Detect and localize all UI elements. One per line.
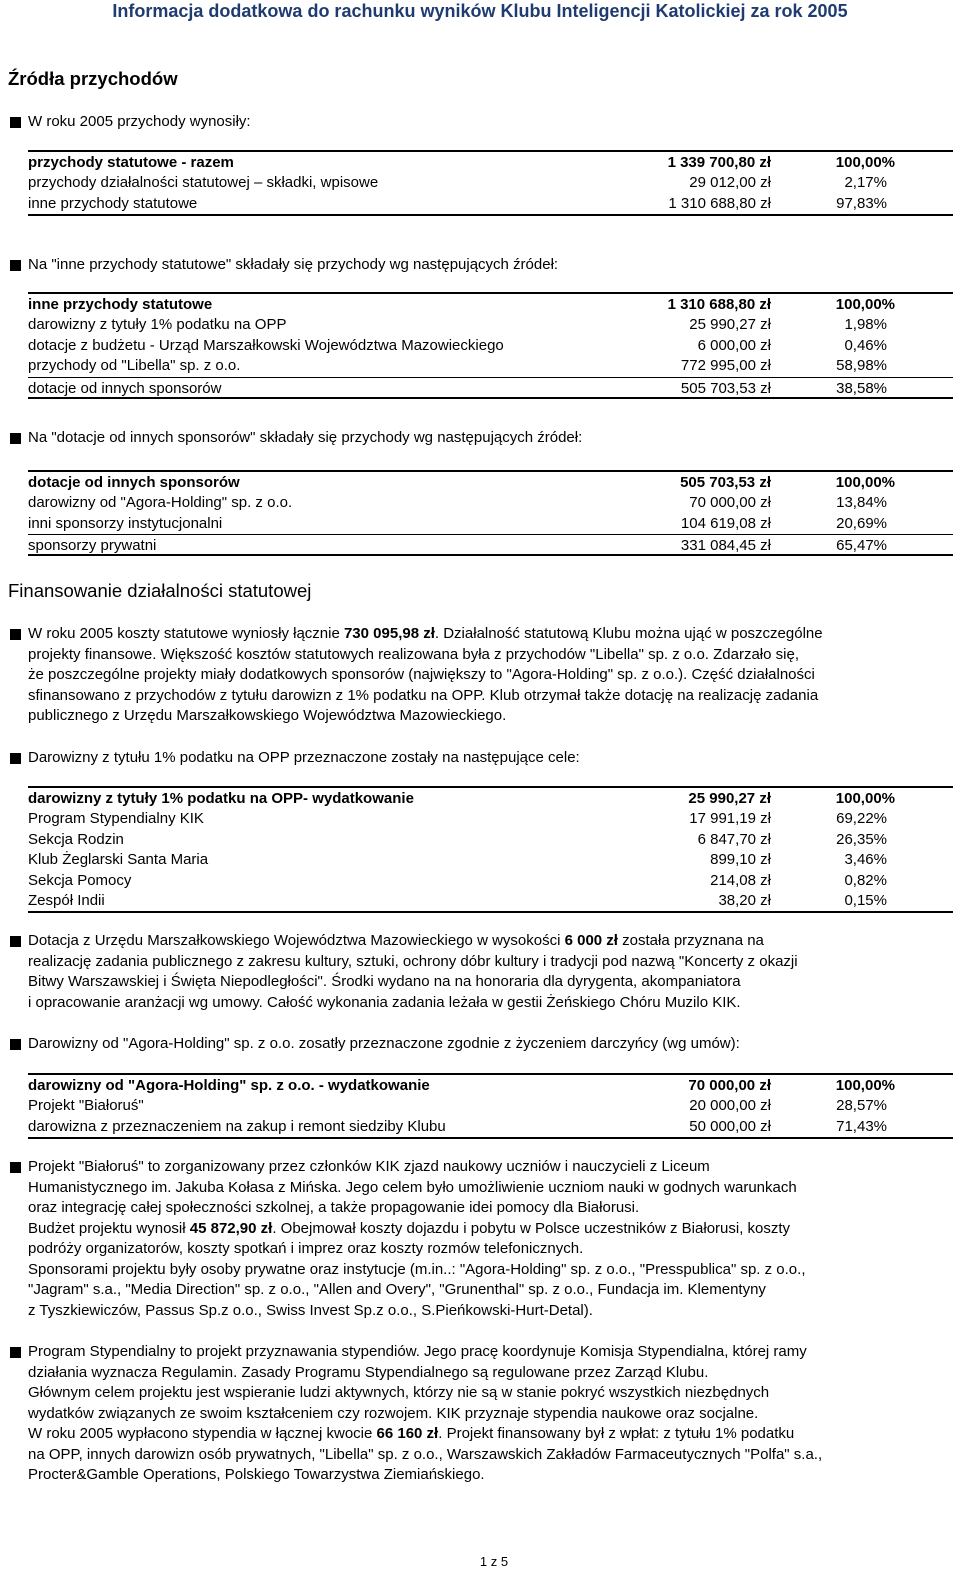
table-row	[28, 377, 953, 399]
row-label: Sekcja Rodzin	[28, 830, 124, 848]
table-row	[28, 891, 953, 913]
row-amount: 1 310 688,80 zł	[667, 296, 771, 313]
bullet-opp-donations	[8, 748, 943, 769]
paragraph-line: "Jagram" s.a., "Media Direction" sp. z o.o., "Allen and Overy", "Grunenthal" sp. z o.o., Fundacja im. Klementyny	[28, 1281, 766, 1298]
row-amount: 6 000,00 zł	[697, 336, 771, 354]
row-percent: 0,15%	[844, 892, 887, 909]
table-row	[28, 173, 953, 194]
row-label: inne przychody statutowe	[28, 296, 213, 313]
paragraph-line: projekty finansowe. Większość kosztów statutowych realizowana była z przychodów "Libella" sp. z o.o. Zdarzało się,	[28, 645, 799, 663]
bullet-other-sponsors	[8, 428, 943, 449]
row-label: sponsorzy prywatni	[28, 537, 157, 554]
row-label: Zespół Indii	[28, 892, 105, 909]
agora-spending-table	[28, 1073, 953, 1139]
table-row	[28, 356, 953, 377]
square-bullet-icon	[10, 117, 21, 128]
row-amount: 899,10 zł	[710, 851, 771, 868]
row-label: Projekt "Białoruś"	[28, 1097, 144, 1114]
bullet-text: Na "dotacje od innych sponsorów" składały się przychody wg następujących źródeł:	[28, 429, 583, 446]
sponsors-table	[28, 470, 953, 556]
square-bullet-icon	[10, 433, 21, 444]
table-row	[28, 470, 953, 493]
paragraph-line: Projekt "Białoruś" to zorganizowany przez członków KIK zjazd naukowy uczniów i nauczycieli z Liceum	[28, 1158, 710, 1175]
row-label: dotacje od innych sponsorów	[28, 379, 222, 397]
row-label: darowizny z tytuły 1% podatku na OPP	[28, 316, 287, 333]
paragraph-line: że poszczególne projekty miały dodatkowych sponsorów (największy to "Agora-Holding" sp. z o.o.). Część działalności	[28, 666, 815, 683]
table-row	[28, 336, 953, 357]
row-amount: 772 995,00 zł	[680, 357, 771, 374]
table-row	[28, 534, 953, 556]
row-label: Sekcja Pomocy	[28, 871, 132, 889]
paragraph-line: W roku 2005 koszty statutowe wyniosły łącznie 730 095,98 zł. Działalność statutową Klubu można ująć w poszczególne	[28, 625, 823, 642]
table-row	[28, 514, 953, 535]
paragraph-line: realizację zadania publicznego z zakresu kultury, sztuki, ochrony dóbr kultury i tradycji pod nazwą "Koncerty z okazji	[28, 952, 798, 970]
row-percent: 71,43%	[836, 1117, 887, 1135]
page-number: 1 z 5	[479, 1554, 509, 1569]
table-row	[28, 1096, 953, 1117]
row-label: darowizny od "Agora-Holding" sp. z o.o.	[28, 494, 293, 511]
row-percent: 58,98%	[836, 357, 887, 374]
emphasis-amount: 66 160 zł	[376, 1425, 439, 1442]
row-amount: 331 084,45 zł	[680, 537, 771, 554]
row-amount: 1 339 700,80 zł	[667, 154, 771, 171]
row-label: przychody działalności statutowej – składki, wpisowe	[28, 174, 379, 191]
row-label: inne przychody statutowe	[28, 194, 198, 212]
bullet-marshal-grant	[8, 931, 943, 1013]
bullet-text: Darowizny z tytułu 1% podatku na OPP przeznaczone zostały na następujące cele:	[28, 749, 580, 766]
table-row	[28, 315, 953, 336]
bullet-statutory-costs	[8, 624, 943, 727]
bullet-text: W roku 2005 przychody wynosiły:	[28, 113, 251, 130]
paragraph-line: z Tyszkiewiczów, Passus Sp.z o.o., Swiss Invest Sp.z o.o., S.Pieńkowski-Hurt-Detal).	[28, 1301, 593, 1319]
table-row	[28, 871, 953, 892]
row-label: darowizna z przeznaczeniem na zakup i remont siedziby Klubu	[28, 1117, 446, 1135]
row-percent: 28,57%	[836, 1097, 887, 1114]
table-row	[28, 809, 953, 830]
paragraph-line: Procter&Gamble Operations, Polskiego Towarzystwa Ziemiańskiego.	[28, 1466, 485, 1483]
row-percent: 38,58%	[836, 379, 887, 397]
table-row	[28, 830, 953, 851]
row-label: darowizny od "Agora-Holding" sp. z o.o. - wydatkowanie	[28, 1077, 430, 1094]
paragraph-line: Głównym celem projektu jest wspieranie ludzi aktywnych, którzy nie są w stanie pokryć wszystkich niezbędnych	[28, 1384, 770, 1401]
bullet-text	[28, 931, 943, 1013]
row-amount: 505 703,53 zł	[680, 474, 771, 491]
revenue-table	[28, 150, 953, 216]
row-amount: 20 000,00 zł	[689, 1097, 771, 1114]
table-row	[28, 493, 953, 514]
bullet-other-revenue	[8, 255, 943, 276]
table-row	[28, 786, 953, 809]
row-amount: 25 990,27 zł	[688, 790, 771, 807]
paragraph-line: Bitwy Warszawskiej i Święta Niepodległości". Środki wydano na na honoraria dla dyrygenta, akompaniatora	[28, 973, 741, 990]
paragraph-line: oraz integrację całej społeczności szkolnej, a także propagowanie idei pomocy dla Białorusi.	[28, 1199, 640, 1216]
row-percent: 100,00%	[835, 790, 895, 807]
row-amount: 214,08 zł	[710, 871, 771, 889]
other-revenue-table	[28, 292, 953, 399]
square-bullet-icon	[10, 1347, 21, 1358]
row-percent: 100,00%	[835, 474, 895, 491]
row-percent: 100,00%	[835, 1077, 895, 1094]
paragraph-line: sfinansowano z przychodów z tytułu darowizn z 1% podatku na OPP. Klub otrzymał także dotację na realizację zadania	[28, 686, 819, 704]
opp-spending-table	[28, 786, 953, 913]
row-label: przychody od "Libella" sp. z o.o.	[28, 357, 241, 374]
emphasis-amount: 6 000 zł	[564, 932, 618, 949]
emphasis-amount: 730 095,98 zł	[343, 625, 435, 642]
paragraph-line: Program Stypendialny to projekt przyznawania stypendiów. Jego pracę koordynuje Komisja Stypendialna, której ramy	[28, 1343, 807, 1360]
square-bullet-icon	[10, 1039, 21, 1050]
table-row	[28, 150, 953, 173]
bullet-text: Darowizny od "Agora-Holding" sp. z o.o. zosatły przeznaczone zgodnie z życzeniem darczyńcy (wg umów):	[28, 1035, 740, 1052]
paragraph-line: Sponsorami projektu były osoby prywatne oraz instytucje (m.in..: "Agora-Holding" sp. z o.o., "Presspublica" sp. z o.o.,	[28, 1260, 806, 1278]
row-label: dotacje od innych sponsorów	[28, 474, 240, 491]
row-label: Klub Żeglarski Santa Maria	[28, 851, 209, 868]
square-bullet-icon	[10, 1162, 21, 1173]
row-percent: 0,82%	[844, 871, 887, 889]
bullet-belarus-project	[8, 1157, 943, 1321]
bullet-text: Na "inne przychody statutowe" składały się przychody wg następujących źródeł:	[28, 256, 559, 273]
row-amount: 70 000,00 zł	[688, 1077, 771, 1094]
paragraph-line: Dotacja z Urzędu Marszałkowskiego Województwa Mazowieckiego w wysokości 6 000 zł została przyznana na	[28, 932, 764, 949]
row-percent: 3,46%	[844, 851, 887, 868]
paragraph-line: Budżet projektu wynosił 45 872,90 zł. Obejmował koszty dojazdu i pobytu w Polsce uczestników z Białorusi, koszty	[28, 1219, 791, 1237]
bullet-scholarship-program	[8, 1342, 943, 1486]
row-label: darowizny z tytuły 1% podatku na OPP- wydatkowanie	[28, 790, 414, 807]
row-label: inni sponsorzy instytucjonalni	[28, 514, 223, 532]
square-bullet-icon	[10, 260, 21, 271]
bullet-text	[28, 1342, 943, 1486]
row-amount: 70 000,00 zł	[689, 494, 771, 511]
document-title: Informacja dodatkowa do rachunku wyników Klubu Inteligencji Katolickiej za rok 2005	[112, 1, 848, 21]
row-percent: 65,47%	[836, 537, 887, 554]
row-amount: 17 991,19 zł	[689, 810, 771, 827]
row-amount: 50 000,00 zł	[689, 1117, 771, 1135]
row-label: dotacje z budżetu - Urząd Marszałkowski Województwa Mazowieckiego	[28, 336, 504, 354]
section-heading-revenue-sources: Źródła przychodów	[8, 68, 178, 89]
paragraph-line: wydatków związanych ze swoim kształceniem czy rozwojem. KIK przyznaje stypendia naukowe oraz socjalne.	[28, 1404, 759, 1422]
bullet-text	[28, 624, 943, 727]
row-label: Program Stypendialny KIK	[28, 810, 204, 827]
square-bullet-icon	[10, 936, 21, 947]
row-amount: 38,20 zł	[718, 892, 771, 909]
section-heading-financing: Finansowanie działalności statutowej	[8, 580, 312, 601]
table-row	[28, 1073, 953, 1096]
row-percent: 26,35%	[836, 830, 887, 848]
table-row	[28, 850, 953, 871]
row-percent: 100,00%	[835, 296, 895, 313]
paragraph-line: W roku 2005 wypłacono stypendia w łącznej kwocie 66 160 zł. Projekt finansowany był z wpłat: z tytułu 1% podatku	[28, 1425, 795, 1442]
emphasis-amount: 45 872,90 zł	[189, 1219, 273, 1237]
row-percent: 13,84%	[836, 494, 887, 511]
row-amount: 29 012,00 zł	[689, 174, 771, 191]
paragraph-line: i opracowanie aranżacji wg umowy. Całość wykonania zadania leżała w gestii Żeńskiego Chóru Muzilo KIK.	[28, 993, 741, 1011]
bullet-agora-donations	[8, 1034, 943, 1055]
row-label: przychody statutowe - razem	[28, 154, 234, 171]
square-bullet-icon	[10, 629, 21, 640]
paragraph-line: publicznego z Urzędu Marszałkowskiego Województwa Mazowieckiego.	[28, 707, 507, 724]
row-percent: 0,46%	[844, 336, 887, 354]
row-percent: 69,22%	[836, 810, 887, 827]
row-percent: 97,83%	[836, 194, 887, 212]
row-amount: 1 310 688,80 zł	[668, 194, 771, 212]
paragraph-line: działania wyznacza Regulamin. Zasady Programu Stypendialnego są regulowane przez Zarząd Klubu.	[28, 1363, 709, 1381]
row-amount: 505 703,53 zł	[680, 379, 771, 397]
paragraph-line: Humanistycznego im. Jakuba Kołasa z Mińska. Jego celem było umożliwienie uczniom nauki w godnych warunkach	[28, 1178, 797, 1196]
row-percent: 20,69%	[836, 514, 887, 532]
table-row	[28, 292, 953, 315]
row-percent: 2,17%	[844, 174, 887, 191]
bullet-text	[28, 1157, 943, 1321]
square-bullet-icon	[10, 753, 21, 764]
row-percent: 1,98%	[844, 316, 887, 333]
paragraph-line: na OPP, innych darowizn osób prywatnych, "Libella" sp. z o.o., Warszawskich Zakładów Farmaceutycznych "Polfa" s.a.,	[28, 1445, 823, 1463]
row-amount: 6 847,70 zł	[697, 830, 771, 848]
table-row	[28, 194, 953, 216]
bullet-revenue-intro	[8, 112, 943, 133]
row-amount: 25 990,27 zł	[689, 316, 771, 333]
paragraph-line: podróży organizatorów, koszty spotkań i imprez oraz koszty rozmów telefonicznych.	[28, 1240, 584, 1257]
row-percent: 100,00%	[835, 154, 895, 171]
row-amount: 104 619,08 zł	[680, 514, 771, 532]
table-row	[28, 1117, 953, 1139]
